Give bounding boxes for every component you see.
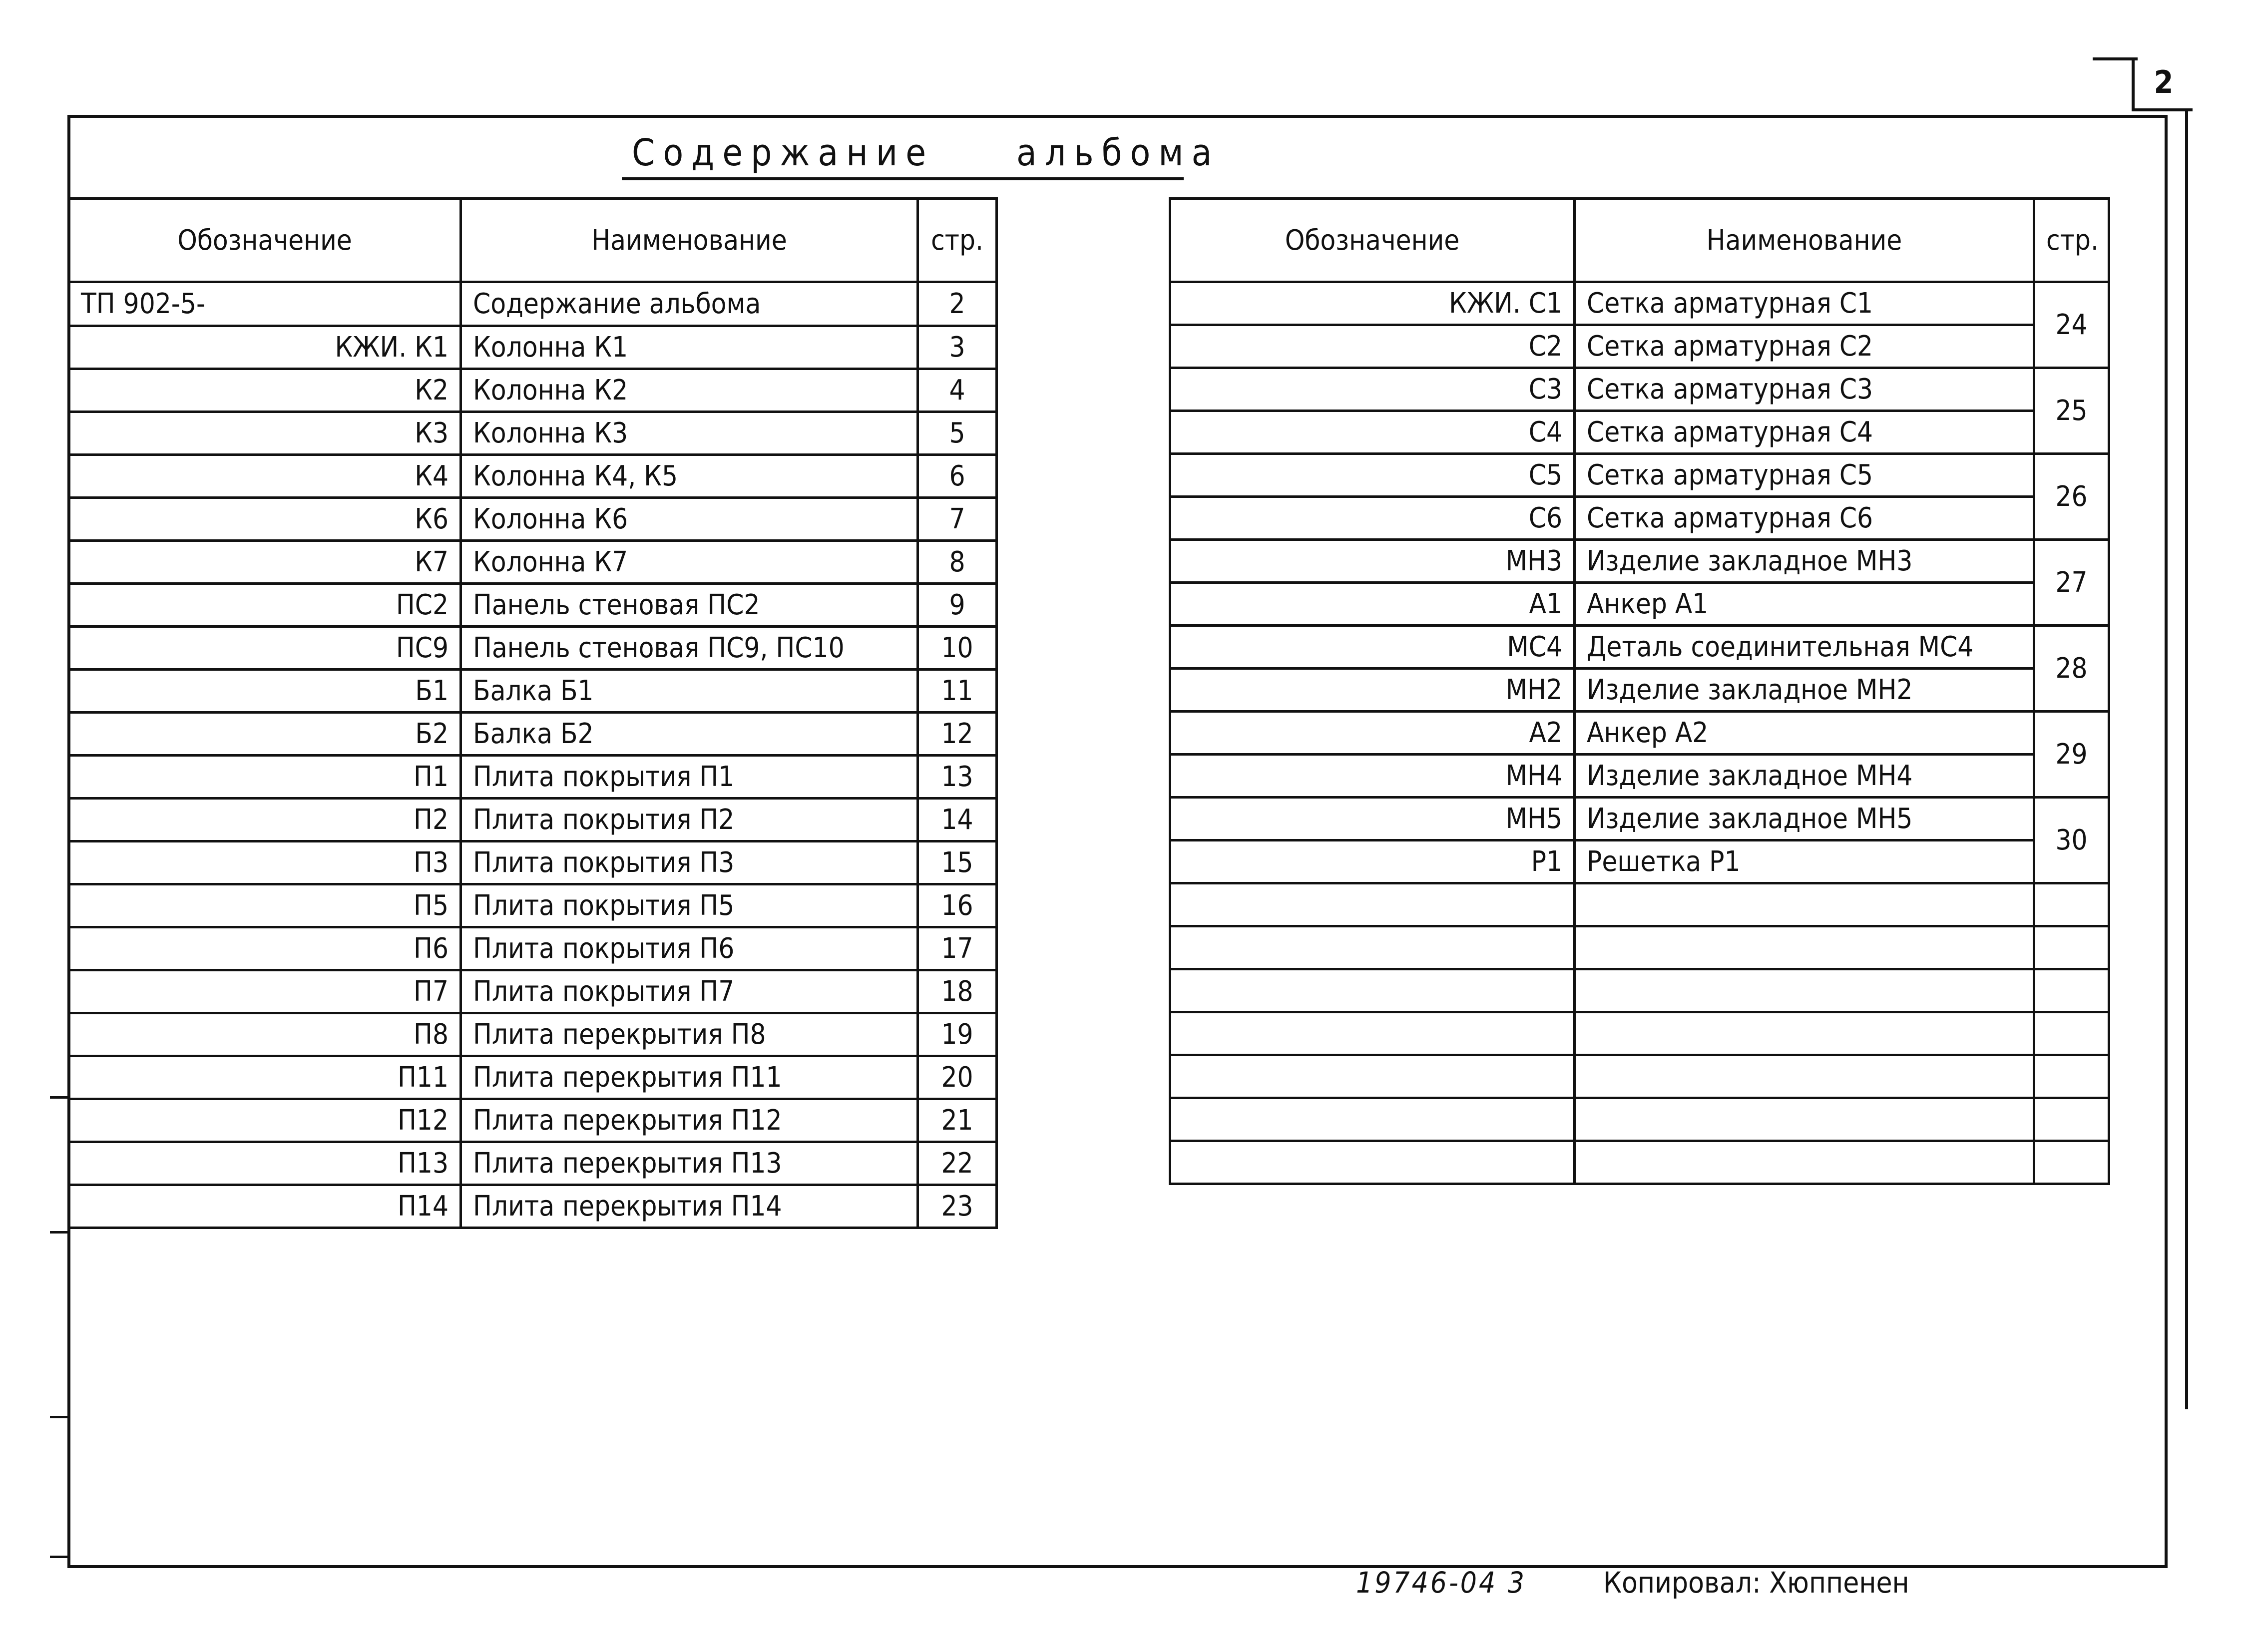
row-name: Деталь соединительная МС4 bbox=[1575, 626, 2034, 669]
album-title bbox=[622, 127, 1220, 180]
table-row bbox=[69, 799, 997, 841]
header-name: Наименование bbox=[461, 199, 918, 282]
table-row bbox=[69, 1185, 997, 1228]
row-code: С3 bbox=[1170, 368, 1575, 411]
row-code: Р1 bbox=[1170, 840, 1575, 883]
row-page: 26 bbox=[2034, 454, 2109, 540]
row-page: 23 bbox=[918, 1185, 997, 1228]
row-code: П13 bbox=[69, 1142, 461, 1185]
row-page bbox=[2034, 926, 2109, 969]
row-code: КЖИ. К1 bbox=[69, 326, 461, 369]
empty-row bbox=[1170, 1012, 2109, 1055]
row-name bbox=[1575, 969, 2034, 1012]
table-row bbox=[69, 584, 997, 627]
table-row bbox=[69, 670, 997, 713]
row-page: 11 bbox=[918, 670, 997, 713]
row-code: С4 bbox=[1170, 411, 1575, 454]
row-name: Сетка арматурная С4 bbox=[1575, 411, 2034, 454]
row-page: 27 bbox=[2034, 540, 2109, 626]
margin-tick bbox=[50, 1416, 69, 1418]
table-row bbox=[69, 541, 997, 584]
table-row bbox=[69, 1142, 997, 1185]
row-name: Плита покрытия П1 bbox=[461, 756, 918, 799]
table-row bbox=[69, 756, 997, 799]
table-row bbox=[69, 282, 997, 326]
table-row bbox=[69, 412, 997, 455]
row-code: К4 bbox=[69, 455, 461, 498]
row-page bbox=[2034, 1012, 2109, 1055]
empty-row bbox=[1170, 1141, 2109, 1184]
row-code: ТП 902-5- bbox=[69, 282, 461, 326]
row-code: ПС9 bbox=[69, 627, 461, 670]
row-name: Плита покрытия П7 bbox=[461, 970, 918, 1013]
row-name: Колонна К7 bbox=[461, 541, 918, 584]
table-row bbox=[1170, 755, 2109, 798]
row-name bbox=[1575, 1012, 2034, 1055]
row-code: П1 bbox=[69, 756, 461, 799]
row-name: Изделие закладное МН3 bbox=[1575, 540, 2034, 583]
binding-rule bbox=[2185, 111, 2188, 1409]
row-page: 22 bbox=[918, 1142, 997, 1185]
row-page bbox=[2034, 1055, 2109, 1098]
row-name: Сетка арматурная С5 bbox=[1575, 454, 2034, 497]
row-name: Балка Б2 bbox=[461, 713, 918, 756]
row-name bbox=[1575, 1098, 2034, 1141]
empty-row bbox=[1170, 1055, 2109, 1098]
row-name: Плита перекрытия П11 bbox=[461, 1056, 918, 1099]
row-page bbox=[2034, 883, 2109, 926]
row-code bbox=[1170, 883, 1575, 926]
row-code: ПС2 bbox=[69, 584, 461, 627]
row-name bbox=[1575, 926, 2034, 969]
margin-tick bbox=[50, 1096, 69, 1099]
header-name: Наименование bbox=[1575, 199, 2034, 282]
row-page: 16 bbox=[918, 884, 997, 927]
table-row bbox=[69, 1099, 997, 1142]
row-name: Плита перекрытия П12 bbox=[461, 1099, 918, 1142]
row-page: 4 bbox=[918, 369, 997, 412]
row-code: С5 bbox=[1170, 454, 1575, 497]
row-code: КЖИ. С1 bbox=[1170, 282, 1575, 325]
table-row bbox=[1170, 798, 2109, 840]
album-title-left: Содержание bbox=[632, 131, 934, 174]
table-row bbox=[1170, 712, 2109, 755]
row-page: 28 bbox=[2034, 626, 2109, 712]
row-code: П12 bbox=[69, 1099, 461, 1142]
row-page: 3 bbox=[918, 326, 997, 369]
row-name: Изделие закладное МН4 bbox=[1575, 755, 2034, 798]
row-code: МН5 bbox=[1170, 798, 1575, 840]
row-code bbox=[1170, 1012, 1575, 1055]
row-page bbox=[2034, 1141, 2109, 1184]
row-page: 10 bbox=[918, 627, 997, 670]
empty-row bbox=[1170, 969, 2109, 1012]
row-code bbox=[1170, 969, 1575, 1012]
table-row bbox=[1170, 325, 2109, 368]
row-name: Решетка Р1 bbox=[1575, 840, 2034, 883]
row-name: Плита покрытия П3 bbox=[461, 841, 918, 884]
row-code: П7 bbox=[69, 970, 461, 1013]
row-code bbox=[1170, 1055, 1575, 1098]
row-name: Колонна К3 bbox=[461, 412, 918, 455]
table-row bbox=[69, 970, 997, 1013]
row-name: Сетка арматурная С3 bbox=[1575, 368, 2034, 411]
row-code: Б1 bbox=[69, 670, 461, 713]
row-page bbox=[2034, 969, 2109, 1012]
table-row bbox=[1170, 411, 2109, 454]
table-row bbox=[69, 1013, 997, 1056]
row-name: Плита покрытия П6 bbox=[461, 927, 918, 970]
row-page: 20 bbox=[918, 1056, 997, 1099]
row-name: Изделие закладное МН2 bbox=[1575, 669, 2034, 712]
row-page: 24 bbox=[2034, 282, 2109, 368]
row-name: Плита перекрытия П14 bbox=[461, 1185, 918, 1228]
album-title-right: альбома bbox=[1016, 131, 1220, 174]
table-row bbox=[1170, 583, 2109, 626]
row-name: Колонна К2 bbox=[461, 369, 918, 412]
row-name: Плита покрытия П5 bbox=[461, 884, 918, 927]
corner-rule bbox=[2093, 57, 2138, 60]
row-page: 25 bbox=[2034, 368, 2109, 454]
contents-table-left bbox=[67, 197, 998, 1229]
table-row bbox=[69, 498, 997, 541]
row-page: 29 bbox=[2034, 712, 2109, 798]
row-page: 18 bbox=[918, 970, 997, 1013]
row-page: 7 bbox=[918, 498, 997, 541]
row-code: МН4 bbox=[1170, 755, 1575, 798]
header-code: Обозначение bbox=[69, 199, 461, 282]
row-code: К2 bbox=[69, 369, 461, 412]
row-page: 14 bbox=[918, 799, 997, 841]
row-name: Изделие закладное МН5 bbox=[1575, 798, 2034, 840]
table-row bbox=[1170, 454, 2109, 497]
empty-row bbox=[1170, 883, 2109, 926]
table-row bbox=[1170, 540, 2109, 583]
row-page: 6 bbox=[918, 455, 997, 498]
table-row bbox=[1170, 669, 2109, 712]
margin-tick bbox=[50, 1556, 69, 1558]
table-row bbox=[69, 455, 997, 498]
table-row bbox=[1170, 368, 2109, 411]
row-name: Плита перекрытия П13 bbox=[461, 1142, 918, 1185]
row-page: 13 bbox=[918, 756, 997, 799]
row-page: 30 bbox=[2034, 798, 2109, 883]
row-page: 19 bbox=[918, 1013, 997, 1056]
row-page: 12 bbox=[918, 713, 997, 756]
row-name: Панель стеновая ПС9, ПС10 bbox=[461, 627, 918, 670]
table-row bbox=[1170, 497, 2109, 540]
row-code: МН3 bbox=[1170, 540, 1575, 583]
margin-tick bbox=[50, 1231, 69, 1234]
row-code: Б2 bbox=[69, 713, 461, 756]
row-code: П11 bbox=[69, 1056, 461, 1099]
archive-number: 19746-04 3 bbox=[1356, 1566, 1526, 1600]
row-page: 8 bbox=[918, 541, 997, 584]
header-page: стр. bbox=[918, 199, 997, 282]
table-row bbox=[69, 713, 997, 756]
row-page: 15 bbox=[918, 841, 997, 884]
row-code bbox=[1170, 1141, 1575, 1184]
table-row bbox=[69, 841, 997, 884]
row-code: П14 bbox=[69, 1185, 461, 1228]
table-row bbox=[69, 627, 997, 670]
row-name: Сетка арматурная С6 bbox=[1575, 497, 2034, 540]
row-page: 9 bbox=[918, 584, 997, 627]
row-code: П8 bbox=[69, 1013, 461, 1056]
row-name: Анкер А1 bbox=[1575, 583, 2034, 626]
row-code: К3 bbox=[69, 412, 461, 455]
row-code: С2 bbox=[1170, 325, 1575, 368]
row-name: Сетка арматурная С1 bbox=[1575, 282, 2034, 325]
empty-row bbox=[1170, 926, 2109, 969]
table-row bbox=[1170, 626, 2109, 669]
row-code: МН2 bbox=[1170, 669, 1575, 712]
row-name: Панель стеновая ПС2 bbox=[461, 584, 918, 627]
table-row bbox=[69, 1056, 997, 1099]
table-row bbox=[69, 369, 997, 412]
table-row bbox=[69, 326, 997, 369]
contents-table-right bbox=[1169, 197, 2110, 1185]
row-page: 2 bbox=[918, 282, 997, 326]
table-row bbox=[1170, 282, 2109, 325]
row-name: Сетка арматурная С2 bbox=[1575, 325, 2034, 368]
row-name: Плита покрытия П2 bbox=[461, 799, 918, 841]
row-name bbox=[1575, 883, 2034, 926]
row-name bbox=[1575, 1055, 2034, 1098]
row-name bbox=[1575, 1141, 2034, 1184]
row-code: А1 bbox=[1170, 583, 1575, 626]
empty-row bbox=[1170, 1098, 2109, 1141]
row-name: Колонна К1 bbox=[461, 326, 918, 369]
row-code: К7 bbox=[69, 541, 461, 584]
table-row bbox=[69, 884, 997, 927]
header-page: стр. bbox=[2034, 199, 2109, 282]
row-page: 17 bbox=[918, 927, 997, 970]
row-page bbox=[2034, 1098, 2109, 1141]
row-name: Колонна К6 bbox=[461, 498, 918, 541]
row-code: К6 bbox=[69, 498, 461, 541]
row-code bbox=[1170, 926, 1575, 969]
header-code: Обозначение bbox=[1170, 199, 1575, 282]
row-name: Балка Б1 bbox=[461, 670, 918, 713]
table-header-row bbox=[69, 199, 997, 282]
row-name: Анкер А2 bbox=[1575, 712, 2034, 755]
row-name: Колонна К4, К5 bbox=[461, 455, 918, 498]
row-code: П3 bbox=[69, 841, 461, 884]
row-code: П6 bbox=[69, 927, 461, 970]
row-page: 5 bbox=[918, 412, 997, 455]
row-code bbox=[1170, 1098, 1575, 1141]
row-code: П2 bbox=[69, 799, 461, 841]
row-name: Содержание альбома bbox=[461, 282, 918, 326]
row-page: 21 bbox=[918, 1099, 997, 1142]
row-code: П5 bbox=[69, 884, 461, 927]
copied-by: Копировал: Хюппенен bbox=[1603, 1566, 1909, 1600]
row-code: МС4 bbox=[1170, 626, 1575, 669]
table-header-row bbox=[1170, 199, 2109, 282]
row-code: А2 bbox=[1170, 712, 1575, 755]
row-name: Плита перекрытия П8 bbox=[461, 1013, 918, 1056]
row-code: С6 bbox=[1170, 497, 1575, 540]
table-row bbox=[1170, 840, 2109, 883]
sheet-number: 2 bbox=[2132, 57, 2193, 111]
table-row bbox=[69, 927, 997, 970]
